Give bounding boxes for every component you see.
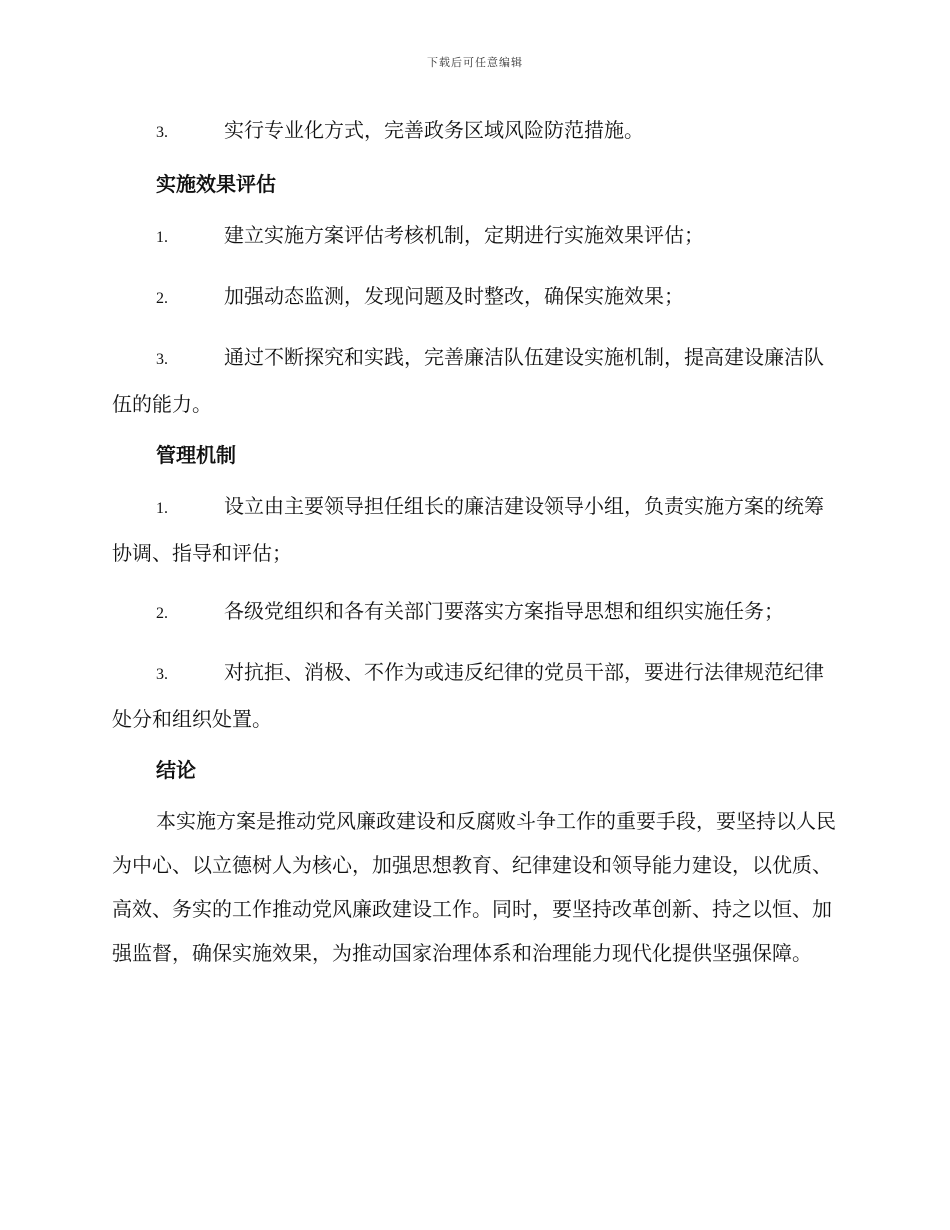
item-text: 各级党组织和各有关部门要落实方案指导思想和组织实施任务；	[224, 599, 784, 623]
list-item	[112, 274, 837, 321]
section-heading-conclusion: 结论	[156, 758, 196, 782]
item-text: 实行专业化方式，完善政务区域风险防范措施。	[224, 118, 644, 142]
item-number: 2.	[156, 605, 168, 622]
item-text: 设立由主要领导担任组长的廉洁建设领导小组，负责实施方案的统筹协调、指导和评估；	[112, 494, 824, 565]
list-item	[112, 108, 837, 155]
list-item	[112, 484, 837, 575]
item-number: 1.	[156, 500, 168, 517]
section-heading-evaluation: 实施效果评估	[156, 172, 276, 196]
item-text: 加强动态监测，发现问题及时整改，确保实施效果；	[224, 284, 684, 308]
document-body	[112, 108, 837, 975]
list-item	[112, 589, 837, 636]
list-item	[112, 650, 837, 741]
item-number: 2.	[156, 290, 168, 307]
item-text: 建立实施方案评估考核机制，定期进行实施效果评估；	[224, 223, 704, 247]
list-item	[112, 213, 837, 260]
item-number: 1.	[156, 229, 168, 246]
page-header: 下载后可任意编辑	[427, 56, 523, 69]
conclusion-paragraph: 本实施方案是推动党风廉政建设和反腐败斗争工作的重要手段，要坚持以人民为中心、以立德树人为核心，加强思想教育、纪律建设和领导能力建设，以优质、高效、务实的工作推动党风廉政建设工作。同时，要坚持改革创新、持之以恒、加强监督，确保实施效果，为推动国家治理体系和治理能力现代化提供坚强保障。	[112, 809, 836, 965]
item-text: 通过不断探究和实践，完善廉洁队伍建设实施机制，提高建设廉洁队伍的能力。	[112, 345, 824, 416]
item-number: 3.	[156, 666, 168, 683]
section-heading-management: 管理机制	[156, 443, 236, 467]
list-item	[112, 335, 837, 426]
item-number: 3.	[156, 351, 168, 368]
item-text: 对抗拒、消极、不作为或违反纪律的党员干部，要进行法律规范纪律处分和组织处置。	[112, 660, 824, 731]
item-number: 3.	[156, 124, 168, 141]
